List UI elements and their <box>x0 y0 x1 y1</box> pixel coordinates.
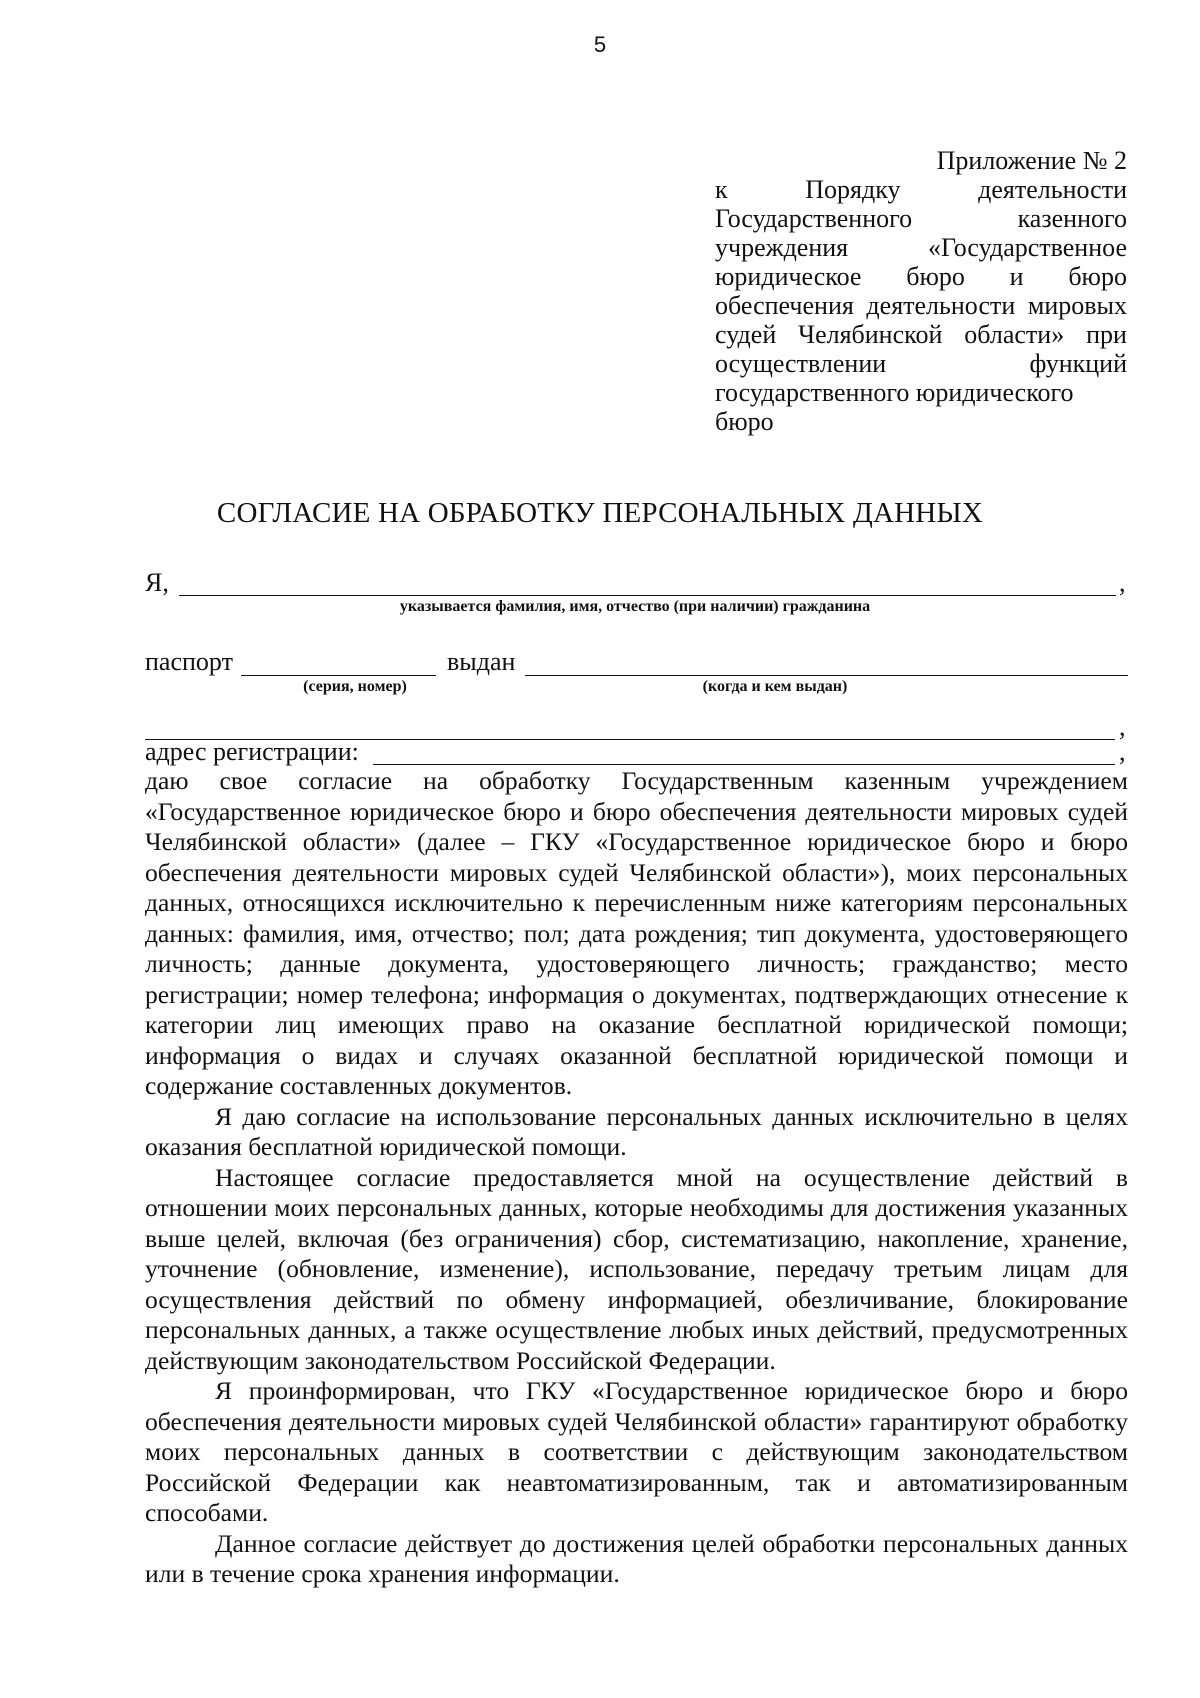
consent-body <box>145 766 1128 1590</box>
appendix-word: Порядку <box>805 175 901 204</box>
appendix-word: области» <box>964 320 1065 349</box>
appendix-word: «Государственное <box>928 233 1127 262</box>
appendix-word: и <box>1009 262 1024 291</box>
page-number: 5 <box>593 32 607 57</box>
appendix-word: деятельности <box>866 291 1016 320</box>
i-label: Я, <box>145 568 169 597</box>
appendix-word: при <box>1086 320 1127 349</box>
appendix-word: Челябинской <box>798 320 943 349</box>
name-caption: указывается фамилия, имя, отчество (при наличии) гражданина <box>399 598 871 615</box>
appendix-line <box>715 175 1127 204</box>
appendix-word: юридическое <box>715 262 862 291</box>
appendix-word: судей <box>715 320 777 349</box>
address-label: адрес регистрации: <box>145 737 359 766</box>
appendix-line <box>715 262 1127 291</box>
issued-label: выдан <box>447 647 516 676</box>
issued-caption: (когда и кем выдан) <box>702 678 848 695</box>
comma: , <box>1119 568 1126 597</box>
appendix-word: Государственного <box>715 204 913 233</box>
appendix-line: государственного юридического бюро <box>715 378 1074 436</box>
passport-caption: (серия, номер) <box>303 678 407 695</box>
appendix-word: к <box>715 175 728 204</box>
appendix-word: учреждения <box>715 233 849 262</box>
appendix-line <box>715 204 1127 233</box>
appendix-line <box>715 291 1127 320</box>
passport-number-field[interactable] <box>241 675 436 676</box>
paragraph: Я проинформирован, что ГКУ «Государственное юридическое бюро и бюро обеспечения деятельности мировых судей Челябинской области» гарантируют обработку моих персональных данных в соответствии с действующим законодательством Российской Федерации как неавтоматизированным, так и автоматизированным способами. <box>145 1376 1128 1527</box>
paragraph: даю свое согласие на обработку Государственным казенным учреждением «Государственное юридическое бюро и бюро обеспечения деятельности мировых судей Челябинской области» (далее – ГКУ «Государственное юридическое бюро и бюро обеспечения деятельности мировых судей Челябинской области»), моих персональных данных, относящихся исключительно к перечисленным ниже категориям персональных данных: фамилия, имя, отчество; пол; дата рождения; тип документа, удостоверяющего личность; данные документа, удостоверяющего личность; гражданство; место регистрации; номер телефона; информация о документах, подтверждающих отнесение к категории лиц имеющих право на оказание бесплатной юридической помощи; информация о видах и случаях оказанной бесплатной юридической помощи и содержание составленных документов. <box>145 766 1128 1100</box>
comma: , <box>1119 712 1126 741</box>
appendix-word: осуществлении <box>715 349 887 378</box>
appendix-line <box>715 233 1127 262</box>
appendix-line <box>715 349 1127 378</box>
passport-issued-field[interactable] <box>525 675 1128 676</box>
paragraph: Данное согласие действует до достижения целей обработки персональных данных или в течение срока хранения информации. <box>145 1528 1128 1588</box>
paragraph: Я даю согласие на использование персональных данных исключительно в целях оказания бесплатной юридической помощи. <box>145 1101 1128 1161</box>
appendix-word: мировых <box>1027 291 1127 320</box>
appendix-word: функций <box>1029 349 1127 378</box>
appendix-word: бюро <box>906 262 965 291</box>
document-title: СОГЛАСИЕ НА ОБРАБОТКУ ПЕРСОНАЛЬНЫХ ДАННЫХ <box>216 497 984 529</box>
appendix-header <box>715 146 1127 436</box>
paragraph: Настоящее согласие предоставляется мной на осуществление действий в отношении моих персональных данных, которые необходимы для достижения указанных выше целей, включая (без ограничения) сбор, систематизацию, накопление, хранение, уточнение (обновление, изменение), использование, передачу третьим лицам для осуществления действий по обмену информацией, обезличивание, блокирование персональных данных, а также осуществление любых иных действий, предусмотренных действующим законодательством Российской Федерации. <box>145 1162 1128 1375</box>
address-field[interactable] <box>373 764 1115 765</box>
full-name-field[interactable] <box>179 595 1116 596</box>
appendix-line <box>715 320 1127 349</box>
comma: , <box>1119 737 1126 766</box>
appendix-word: обеспечения <box>715 291 854 320</box>
appendix-word: казенного <box>1017 204 1127 233</box>
appendix-word: бюро <box>1068 262 1127 291</box>
passport-label: паспорт <box>145 647 233 676</box>
appendix-number: Приложение № 2 <box>936 146 1127 175</box>
appendix-word: деятельности <box>978 175 1127 204</box>
